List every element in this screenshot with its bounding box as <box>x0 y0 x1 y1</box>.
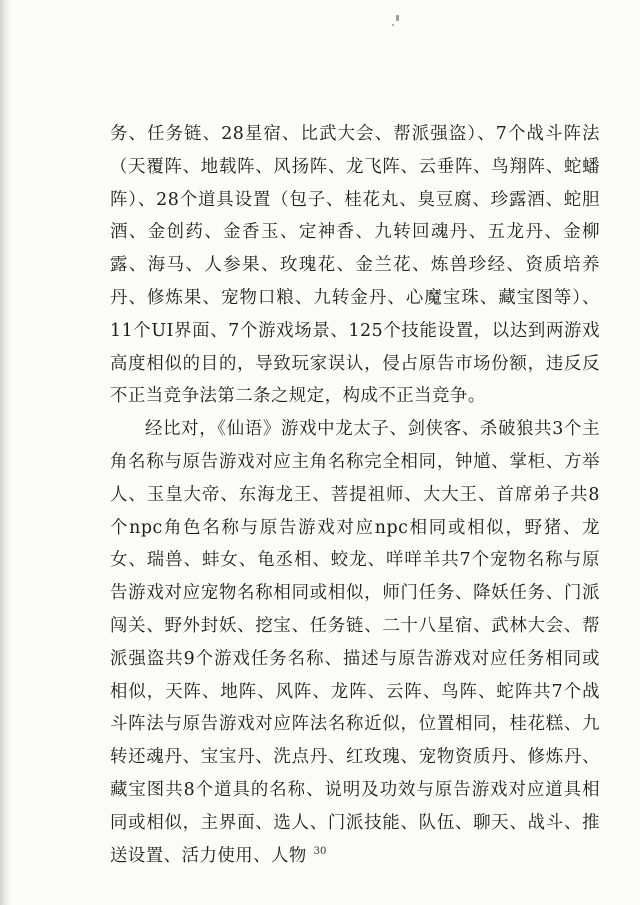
paragraph-comparison: 经比对，《仙语》游戏中龙太子、剑侠客、杀破狼共3个主角名称与原告游戏对应主角名称完全相同，钟馗、掌柜、方举人、玉皇大帝、东海龙王、菩提祖师、大大王、首席弟子共8个npc角色名称与原告游戏对应npc相同或相似，野猪、龙女、瑞兽、蚌女、龟丞相、蛟龙、咩咩羊共7个宠物名称与原告游戏对应宠物名称相同或相似，师门任务、降妖任务、门派闯关、野外封妖、挖宝、任务链、二十八星宿、武林大会、帮派强盗共9个游戏任务名称、描述与原告游戏对应任务相同或相似，天阵、地阵、风阵、龙阵、云阵、鸟阵、蛇阵共7个战斗阵法与原告游戏对应阵法名称近似，位置相同，桂花糕、九转还魂丹、宝宝丹、洗点丹、红玫瑰、宠物资质丹、修炼丹、藏宝图共8个道具的名称、说明及功效与原告游戏对应道具相同或相似，主界面、选人、门派技能、队伍、聊天、战斗、推送设置、活力使用、人物 <box>110 419 600 866</box>
document-body <box>110 118 600 872</box>
paragraph-continued: 务、任务链、28星宿、比武大会、帮派强盗）、7个战斗阵法（天覆阵、地载阵、风扬阵、龙飞阵、云垂阵、鸟翔阵、蛇蟠阵）、28个道具设置（包子、桂花丸、臭豆腐、珍露酒、蛇胆酒、金创药、金香玉、定神香、九转回魂丹、五龙丹、金柳露、海马、人参果、玫瑰花、金兰花、炼兽珍经、资质培养丹、修炼果、宠物口粮、九转金丹、心魔宝珠、藏宝图等）、11个UI界面、7个游戏场景、125个技能设置，以达到两游戏高度相似的目的，导致玩家误认，侵占原告市场份额，违反反不正当竞争法第二条之规定，构成不正当竞争。 <box>110 124 600 407</box>
scan-left-edge-shadow <box>0 0 10 905</box>
scan-speck-mark <box>396 15 399 21</box>
scan-speck-dot <box>392 24 394 26</box>
page-number: 30 <box>313 846 327 857</box>
